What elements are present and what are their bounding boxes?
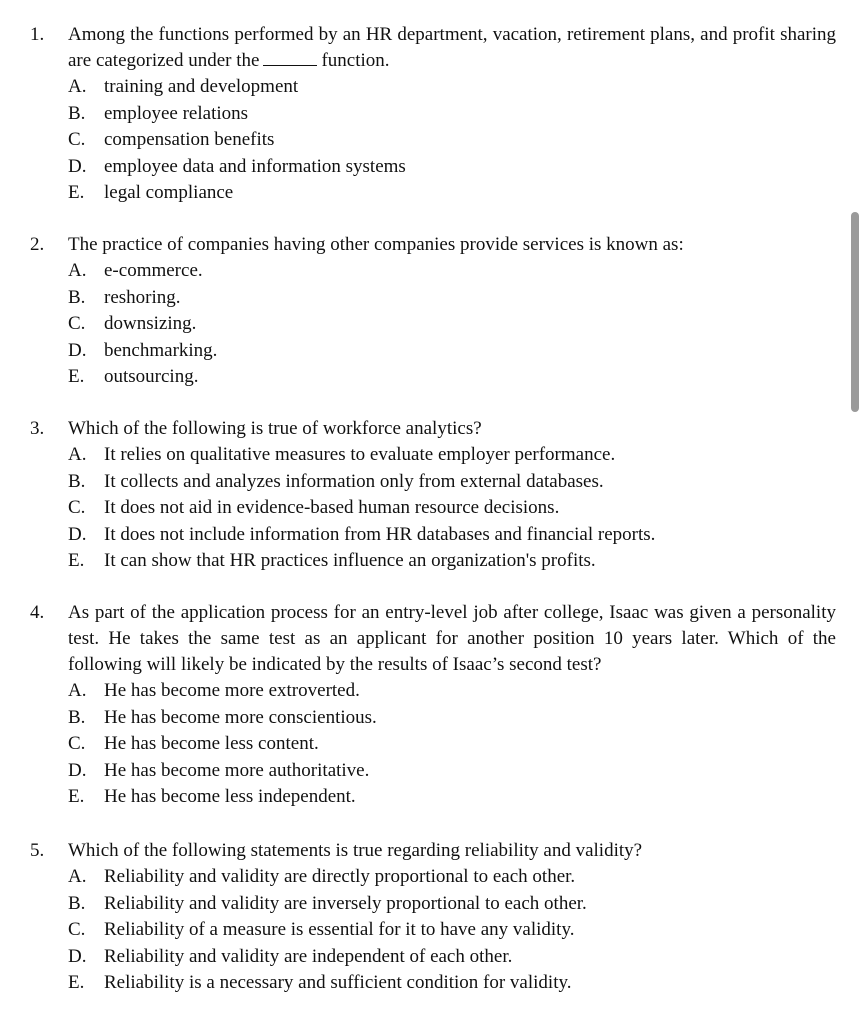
question-number: 3.: [30, 418, 45, 439]
option-letter: E.: [68, 182, 85, 203]
option-c[interactable]: [68, 127, 406, 154]
option-text: It can show that HR practices influence an organization's profits.: [104, 550, 596, 571]
option-e[interactable]: [68, 970, 587, 997]
option-letter: E.: [68, 972, 85, 993]
options-list: [68, 678, 377, 811]
option-text: He has become less content.: [104, 733, 319, 754]
option-d[interactable]: [68, 944, 587, 971]
option-d[interactable]: [68, 522, 655, 549]
option-a[interactable]: [68, 74, 406, 101]
question-text: As part of the application process for an entry-level job after college, Isaac was given a personality test. He takes the same test as an applicant for another position 10 years later. Which of the following will likely be indicated by the results of Isaac’s second test?: [68, 602, 836, 675]
option-text: He has become more extroverted.: [104, 680, 360, 701]
option-c[interactable]: [68, 495, 655, 522]
option-text: He has become more conscientious.: [104, 706, 377, 728]
option-letter: E.: [68, 786, 85, 807]
option-text: Reliability and validity are independent of each other.: [104, 945, 513, 967]
option-c[interactable]: [68, 731, 377, 758]
question-number: 2.: [30, 234, 45, 255]
option-letter: D.: [68, 945, 87, 967]
option-letter: C.: [68, 497, 86, 518]
option-text: It does not include information from HR databases and financial reports.: [104, 523, 656, 545]
answer-blank: [263, 51, 317, 66]
option-text: outsourcing.: [104, 366, 199, 387]
option-text: compensation benefits: [104, 129, 275, 150]
option-text: He has become less independent.: [104, 786, 356, 807]
option-letter: B.: [68, 470, 86, 492]
option-b[interactable]: [68, 469, 655, 496]
vertical-scrollbar-thumb[interactable]: [851, 212, 859, 412]
option-letter: A.: [68, 260, 87, 281]
option-letter: B.: [68, 102, 86, 124]
option-text: legal compliance: [104, 182, 234, 203]
option-b[interactable]: [68, 891, 587, 918]
option-text: Reliability is a necessary and sufficient condition for validity.: [104, 972, 572, 993]
option-b[interactable]: [68, 285, 217, 312]
option-letter: B.: [68, 892, 86, 914]
option-e[interactable]: [68, 364, 217, 391]
option-text: It relies on qualitative measures to evaluate employer performance.: [104, 444, 616, 465]
option-text: It does not aid in evidence-based human resource decisions.: [104, 497, 560, 518]
question-text: [68, 22, 836, 74]
question-number: 1.: [30, 24, 45, 45]
options-list: [68, 258, 217, 391]
question-text-after-blank: function.: [321, 50, 390, 71]
option-letter: A.: [68, 76, 87, 97]
option-letter: A.: [68, 680, 87, 701]
option-letter: C.: [68, 313, 86, 334]
option-a[interactable]: [68, 442, 655, 469]
option-b[interactable]: [68, 705, 377, 732]
question-text: The practice of companies having other companies provide services is known as:: [68, 234, 684, 255]
option-d[interactable]: [68, 338, 217, 365]
option-letter: D.: [68, 339, 87, 361]
option-e[interactable]: [68, 548, 655, 575]
option-a[interactable]: [68, 678, 377, 705]
option-letter: B.: [68, 286, 86, 308]
option-text: employee data and information systems: [104, 155, 406, 177]
option-letter: A.: [68, 866, 87, 887]
option-letter: E.: [68, 550, 85, 571]
option-text: reshoring.: [104, 286, 181, 308]
option-letter: D.: [68, 155, 87, 177]
option-text: Reliability and validity are inversely proportional to each other.: [104, 892, 587, 914]
option-letter: B.: [68, 706, 86, 728]
option-text: benchmarking.: [104, 339, 218, 361]
option-b[interactable]: [68, 101, 406, 128]
option-d[interactable]: [68, 154, 406, 181]
option-letter: A.: [68, 444, 87, 465]
option-text: He has become more authoritative.: [104, 759, 370, 781]
option-text: It collects and analyzes information only from external databases.: [104, 470, 604, 492]
options-list: [68, 74, 406, 207]
option-letter: D.: [68, 759, 87, 781]
option-letter: C.: [68, 733, 86, 754]
option-e[interactable]: [68, 180, 406, 207]
options-list: [68, 442, 655, 575]
options-list: [68, 864, 587, 997]
option-text: Reliability and validity are directly proportional to each other.: [104, 866, 576, 887]
question-text: Which of the following statements is true regarding reliability and validity?: [68, 840, 643, 861]
option-letter: C.: [68, 129, 86, 150]
question-text: Which of the following is true of workforce analytics?: [68, 418, 482, 439]
question-text-before-blank: Among the functions performed by an HR department, vacation, retirement plans, and profit sharing are categorized under the: [68, 24, 836, 71]
option-text: employee relations: [104, 102, 249, 124]
option-c[interactable]: [68, 311, 217, 338]
option-letter: D.: [68, 523, 87, 545]
option-letter: C.: [68, 919, 86, 940]
option-text: e-commerce.: [104, 260, 203, 281]
option-a[interactable]: [68, 258, 217, 285]
option-letter: E.: [68, 366, 85, 387]
question-number: 5.: [30, 840, 45, 861]
option-text: Reliability of a measure is essential for it to have any validity.: [104, 919, 575, 940]
option-a[interactable]: [68, 864, 587, 891]
question-number: 4.: [30, 602, 45, 623]
option-text: training and development: [104, 76, 299, 97]
option-d[interactable]: [68, 758, 377, 785]
option-c[interactable]: [68, 917, 587, 944]
option-text: downsizing.: [104, 313, 197, 334]
option-e[interactable]: [68, 784, 377, 811]
